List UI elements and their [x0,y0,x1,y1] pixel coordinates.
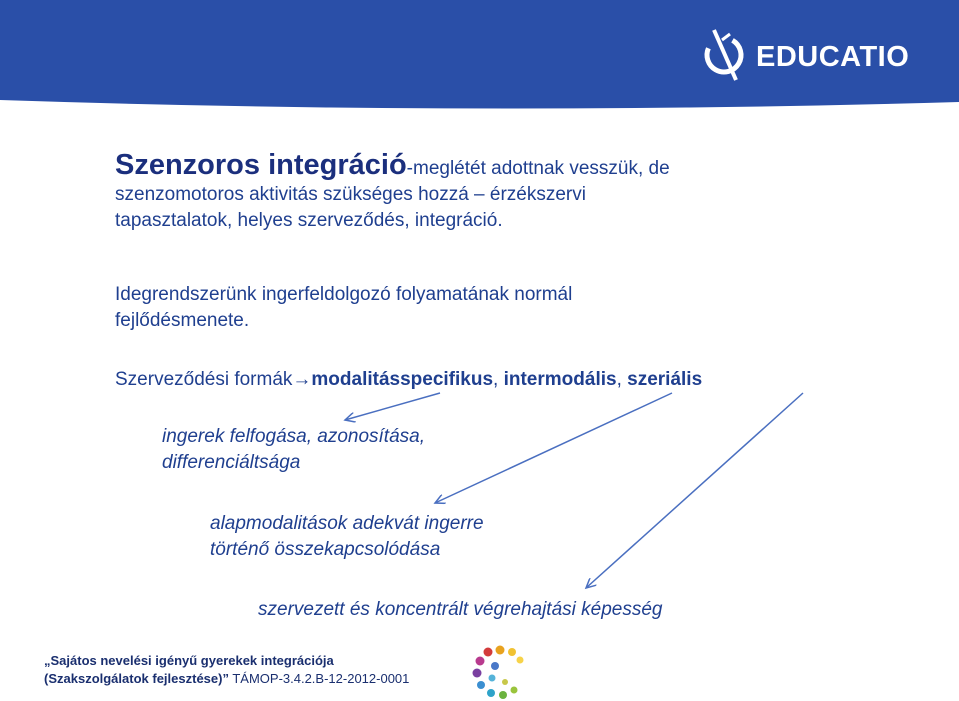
paragraph-line-2: fejlődésmenete. [115,310,250,331]
paragraph [115,282,915,334]
brand-name: EDUCATIO [756,40,910,73]
form-intermodal: intermodális [503,369,617,390]
form-serial: szeriális [627,369,703,390]
title-continuation: -meglétét adottnak vesszük, de [406,158,670,179]
educatio-logo [700,26,909,82]
intro-line-3: tapasztalatok, helyes szerveződés, integráció. [115,210,503,231]
detail-2 [210,511,610,563]
detail-2-line-2: történő összekapcsolódása [210,539,441,560]
detail-1 [162,424,562,476]
educatio-logo-icon [700,26,750,82]
intro-text [115,149,915,234]
footer-line-1: „Sajátos nevelési igényű gyerekek integrációja [44,653,334,668]
footer-project [44,652,409,688]
detail-1-line-2: differenciáltsága [162,452,301,473]
detail-3 [258,597,858,623]
footer-line-2-bold: (Szakszolgálatok fejlesztése)” [44,671,229,686]
organization-forms [115,367,935,393]
detail-1-line-1: ingerek felfogása, azonosítása, [162,426,426,447]
arrow-1 [345,393,440,420]
forms-lead: Szerveződési formák [115,369,293,390]
paragraph-line-1: Idegrendszerünk ingerfeldolgozó folyamatának normál [115,284,573,305]
footer-project-code: TÁMOP-3.4.2.B-12-2012-0001 [228,671,410,686]
form-modality-specific: modalitásspecifikus [311,369,494,390]
page-title: Szenzoros integráció [115,149,407,181]
detail-3-line-1: szervezett és koncentrált végrehajtási képesség [258,599,663,620]
arrow-right-icon: → [292,369,312,390]
intro-line-2: szenzomotoros aktivitás szükséges hozzá – érzékszervi [115,184,586,205]
separator: , [616,369,628,390]
colored-dots-logo-icon [470,642,532,700]
arrow-3 [586,393,803,588]
separator: , [493,369,504,390]
detail-2-line-1: alapmodalitások adekvát ingerre [210,513,484,534]
